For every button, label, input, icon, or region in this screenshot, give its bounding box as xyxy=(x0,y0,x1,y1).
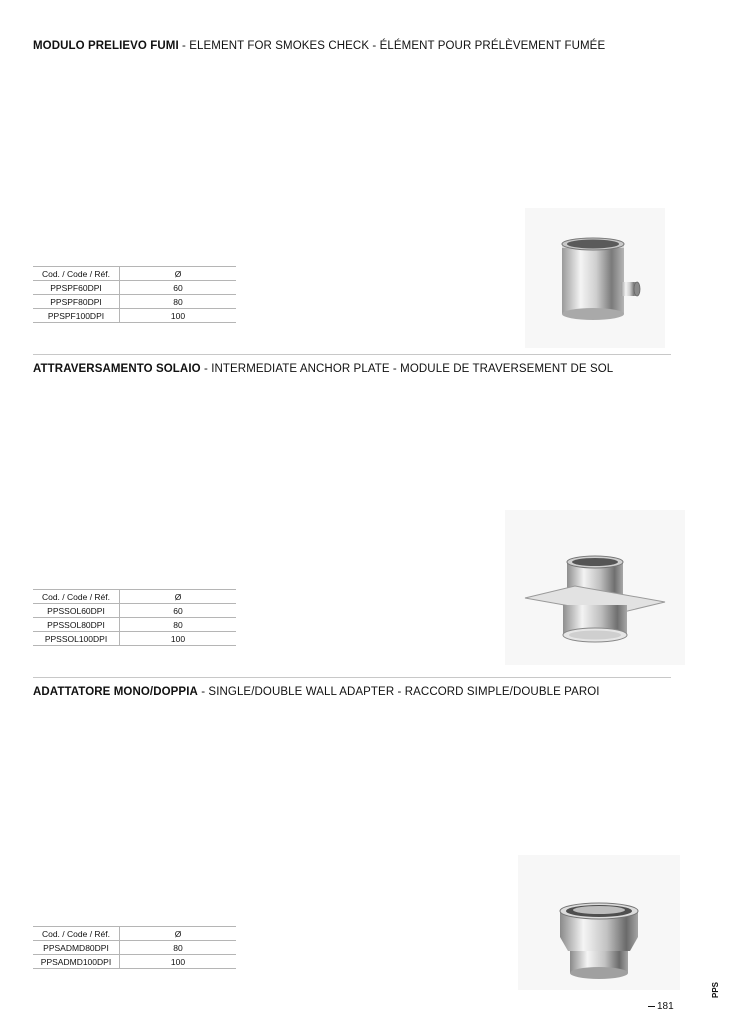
diameter-cell: 100 xyxy=(120,955,237,969)
table-header-row xyxy=(33,267,236,281)
diameter-cell: 60 xyxy=(120,281,237,295)
code-table-anchor-plate xyxy=(33,589,236,646)
code-cell: PPSSOL80DPI xyxy=(33,618,120,632)
code-header: Cod. / Code / Réf. xyxy=(33,927,120,941)
table-row xyxy=(33,309,236,323)
section-heading-smoke-check xyxy=(33,40,605,52)
diameter-cell: 100 xyxy=(120,632,237,646)
code-cell: PPSPF60DPI xyxy=(33,281,120,295)
diameter-cell: 100 xyxy=(120,309,237,323)
diameter-header: Ø xyxy=(120,267,237,281)
heading-bold: ADATTATORE MONO/DOPPIA xyxy=(33,686,198,698)
heading-rest: - INTERMEDIATE ANCHOR PLATE - MODULE DE TRAVERSEMENT DE SOL xyxy=(200,363,614,375)
code-cell: PPSSOL100DPI xyxy=(33,632,120,646)
heading-bold: MODULO PRELIEVO FUMI xyxy=(33,40,179,52)
table-row xyxy=(33,632,236,646)
table-row xyxy=(33,955,236,969)
section-heading-anchor-plate xyxy=(33,363,613,375)
section-heading-wall-adapter xyxy=(33,686,600,698)
table-row xyxy=(33,295,236,309)
diameter-cell: 80 xyxy=(120,618,237,632)
section-divider xyxy=(33,677,671,678)
anchor-plate-image xyxy=(505,510,685,665)
code-cell: PPSSOL60DPI xyxy=(33,604,120,618)
wall-adapter-image xyxy=(518,855,680,990)
section-divider xyxy=(33,354,671,355)
page-number-value: 181 xyxy=(657,1001,674,1012)
diameter-cell: 80 xyxy=(120,295,237,309)
code-header: Cod. / Code / Réf. xyxy=(33,267,120,281)
diameter-cell: 80 xyxy=(120,941,237,955)
heading-rest: - ELEMENT FOR SMOKES CHECK - ÉLÉMENT POUR PRÉLÈVEMENT FUMÉE xyxy=(178,40,606,52)
code-cell: PPSPF80DPI xyxy=(33,295,120,309)
code-cell: PPSADMD80DPI xyxy=(33,941,120,955)
table-row xyxy=(33,941,236,955)
smoke-check-module-image xyxy=(525,208,665,348)
code-cell: PPSPF100DPI xyxy=(33,309,120,323)
diameter-header: Ø xyxy=(120,927,237,941)
code-header: Cod. / Code / Réf. xyxy=(33,590,120,604)
table-row xyxy=(33,281,236,295)
heading-rest: - SINGLE/DOUBLE WALL ADAPTER - RACCORD SIMPLE/DOUBLE PAROI xyxy=(197,686,600,698)
code-cell: PPSADMD100DPI xyxy=(33,955,120,969)
table-header-row xyxy=(33,927,236,941)
diameter-cell: 60 xyxy=(120,604,237,618)
code-table-wall-adapter xyxy=(33,926,236,969)
side-tab-label: PPS xyxy=(711,982,720,999)
page-number xyxy=(648,1001,674,1012)
heading-bold: ATTRAVERSAMENTO SOLAIO xyxy=(33,363,201,375)
table-row xyxy=(33,618,236,632)
table-header-row xyxy=(33,590,236,604)
page-number-dash xyxy=(648,1006,655,1007)
code-table-smoke-check xyxy=(33,266,236,323)
diameter-header: Ø xyxy=(120,590,237,604)
table-row xyxy=(33,604,236,618)
